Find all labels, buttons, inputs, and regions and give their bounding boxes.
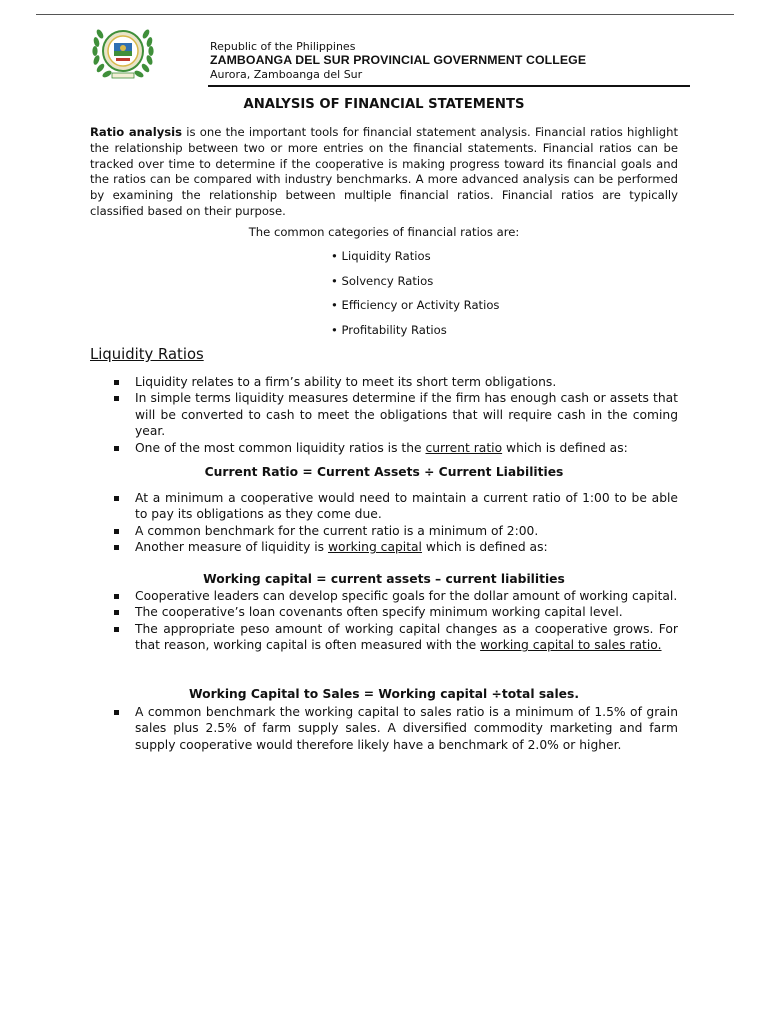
category-item-solvency: • Solvency Ratios [331,274,434,288]
underlined-term-wc-to-sales: working capital to sales ratio. [480,638,662,653]
list-item-text: Liquidity relates to a firm’s ability to meet its short term obligations. [135,375,557,389]
list-item [112,390,678,439]
bullet-icon [114,446,119,451]
college-seal-icon [90,24,156,80]
underlined-term-working-capital: working capital [328,540,422,555]
list-item-text: which is defined as: [502,440,628,455]
list-item [112,704,678,753]
list-item-text: The appropriate peso amount of working capital changes as a cooperative grows. For that reason, working capital is often measured with the [135,621,678,653]
list-item [112,539,678,555]
list-item [112,440,678,456]
bullet-icon [114,627,119,632]
top-rule [36,14,734,15]
list-item-text: which is defined as: [421,540,548,555]
category-item-profitability: • Profitability Ratios [331,323,447,337]
formula-working-capital: Working capital = current assets – current liabilities [203,572,565,586]
bullet-icon [114,380,119,385]
list-item-text: One of the most common liquidity ratios is the [135,440,426,455]
list-item-text: A common benchmark for the current ratio is a minimum of 2:00. [135,523,539,538]
intro-text: is one the important tools for financial statement analysis. Financial ratios highlight the relationship between two or more entries on the financial statements. Financial ratios can be tracked over time to determine if the cooperative is making progress toward its financial goals and the ratios can be compared with industry benchmarks. A more advanced analysis can be performed by examining the relationship between multiple financial ratios. Financial ratios are typically classified based on their purpose. [90,125,678,218]
list-item-text: The cooperative’s loan covenants often specify minimum working capital level. [135,605,623,620]
bullet-icon [114,594,119,599]
header-country: Republic of the Philippines [210,40,356,53]
list-item [112,523,678,539]
header-location: Aurora, Zamboanga del Sur [210,68,363,81]
underlined-term-current-ratio: current ratio [425,440,503,455]
list-item-text: In simple terms liquidity measures determine if the firm has enough cash or assets that will be converted to cash to meet the obligations that will require cash in the coming year. [135,391,678,439]
categories-intro: The common categories of financial ratios are: [248,225,520,239]
bullet-icon [114,529,119,534]
bullet-icon [114,610,119,615]
bullet-list-3 [112,588,678,654]
bullet-icon [114,545,119,550]
header-rule [208,85,690,87]
category-item-efficiency: • Efficiency or Activity Ratios [331,298,500,312]
bullet-list-2 [112,490,678,556]
list-item-text: A common benchmark the working capital to sales ratio is a minimum of 1.5% of grain sales plus 2.5% of farm supply sales. A diversified commodity marketing and farm supply cooperative would therefore likely have a benchmark of 2.0% or higher. [135,705,678,752]
list-item-text: At a minimum a cooperative would need to maintain a current ratio of 1:00 to be able to pay its obligations as they come due. [135,491,678,522]
intro-bold-term: Ratio analysis [90,125,183,139]
document-title: ANALYSIS OF FINANCIAL STATEMENTS [243,97,525,112]
category-item-liquidity: • Liquidity Ratios [331,249,431,263]
list-item [112,621,678,654]
header-institution: ZAMBOANGA DEL SUR PROVINCIAL GOVERNMENT COLLEGE [210,53,587,67]
list-item [112,374,678,390]
bullet-list-4 [112,704,678,753]
intro-paragraph [90,125,678,220]
list-item [112,490,678,523]
bullet-icon [114,396,119,401]
list-item-text: Another measure of liquidity is [135,540,328,555]
bullet-icon [114,496,119,501]
list-item-text: Cooperative leaders can develop specific goals for the dollar amount of working capital. [135,589,678,603]
bullet-icon [114,710,119,715]
formula-current-ratio: Current Ratio = Current Assets ÷ Current Liabilities [204,465,564,479]
section-heading-liquidity: Liquidity Ratios [90,346,204,363]
formula-wc-to-sales: Working Capital to Sales = Working capital ÷total sales. [189,687,579,701]
list-item [112,588,678,604]
list-item [112,604,678,620]
bullet-list-1 [112,374,678,456]
